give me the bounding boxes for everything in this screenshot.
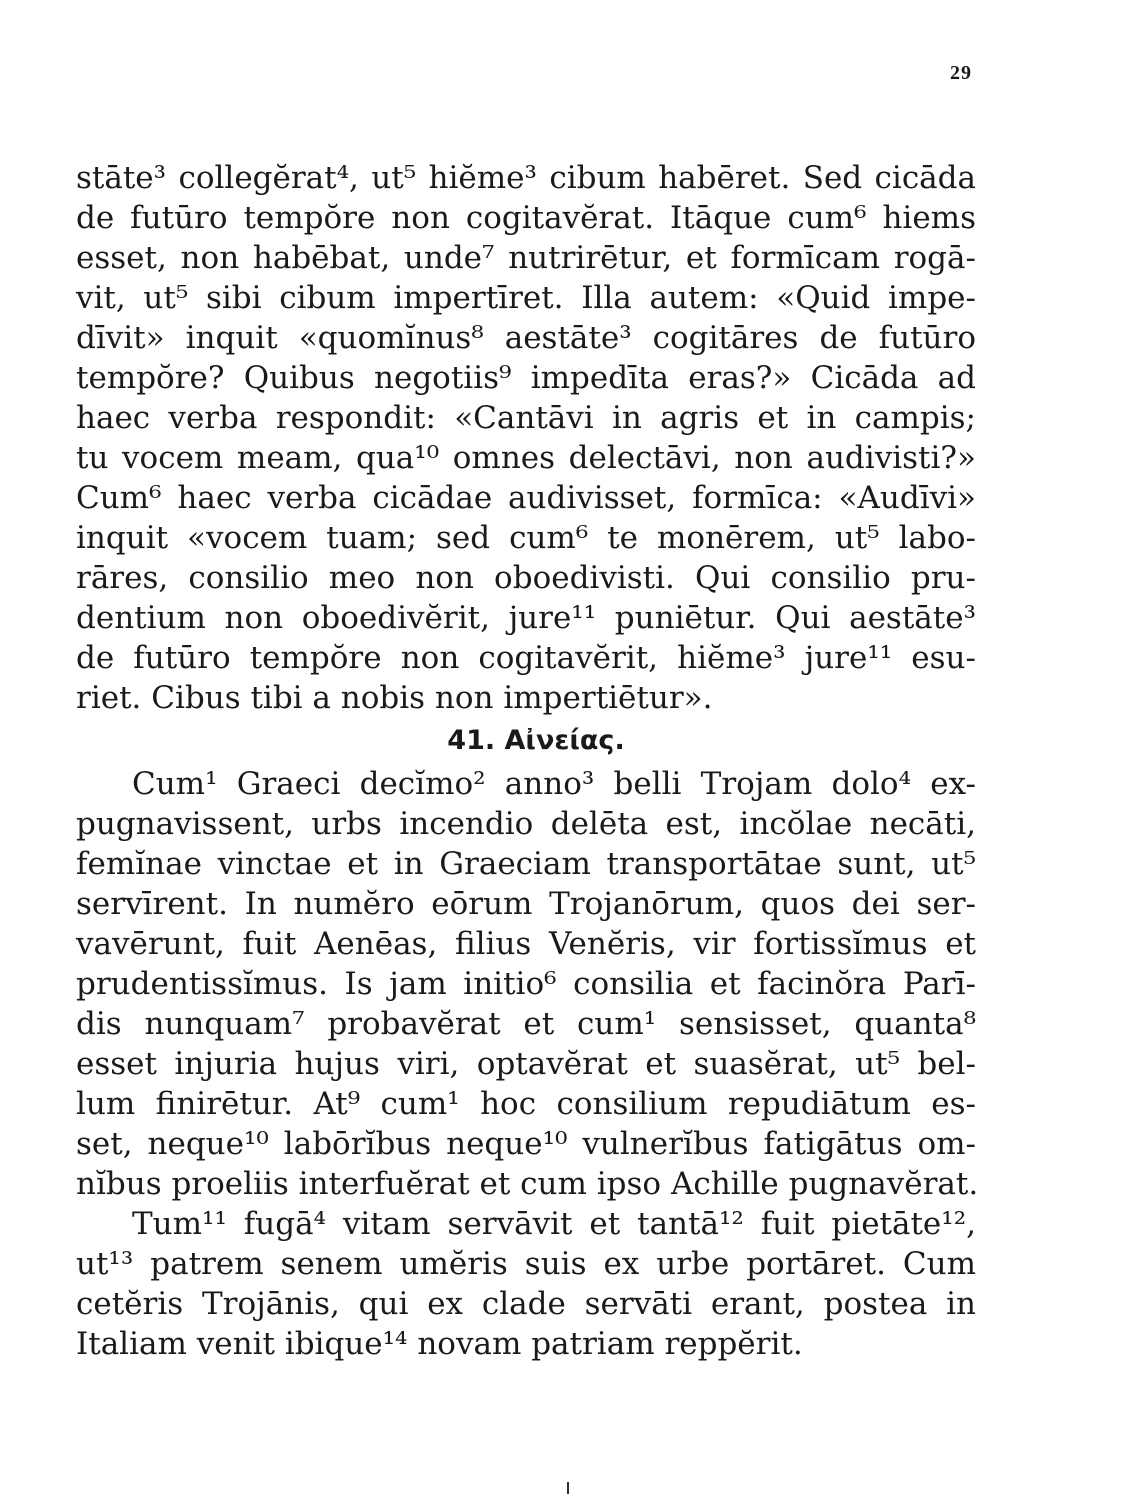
print-mark	[567, 1482, 569, 1494]
text-line: nĭbus proeliis interfuĕrat et cum ipso Achille pugnavĕrat.	[76, 1166, 979, 1202]
text-line: haec verba respondit: «Cantāvi in agris et in campis;	[76, 400, 976, 436]
text-block	[76, 158, 979, 1364]
text-line: Cum⁶ haec verba cicādae audivisset, formīca: «Audīvi»	[76, 480, 976, 516]
text-line: set, neque¹⁰ labōrĭbus neque¹⁰ vulnerĭbus fatigātus om-	[76, 1126, 976, 1162]
text-line: Tum¹¹ fugā⁴ vitam servāvit et tantā¹² fuit pietāte¹²,	[132, 1206, 976, 1242]
text-line: rāres, consilio meo non oboedivisti. Qui consilio pru-	[76, 560, 976, 596]
text-line: dīvit» inquit «quomĭnus⁸ aestāte³ cogitāres de futūro	[76, 320, 976, 356]
text-line: stāte³ collegĕrat⁴, ut⁵ hiĕme³ cibum habēret. Sed cicāda	[76, 160, 976, 196]
text-line: cetĕris Trojānis, qui ex clade servāti erant, postea in	[76, 1286, 976, 1322]
text-line: pugnavissent, urbs incendio delēta est, incŏlae necāti,	[76, 806, 976, 842]
text-line: de futūro tempŏre non cogitavĕrat. Itāque cum⁶ hiems	[76, 200, 976, 236]
text-line: servīrent. In numĕro eōrum Trojanōrum, quos dei ser-	[76, 886, 976, 922]
text-line: de futūro tempŏre non cogitavĕrit, hiĕme³ jure¹¹ esu-	[76, 640, 976, 676]
text-line: lum finirētur. At⁹ cum¹ hoc consilium repudiātum es-	[76, 1086, 976, 1122]
text-line: dis nunquam⁷ probavĕrat et cum¹ sensisset, quanta⁸	[76, 1006, 976, 1042]
text-line: femĭnae vinctae et in Graeciam transportātae sunt, ut⁵	[76, 846, 976, 882]
text-line: vavērunt, fuit Aenēas, filius Venĕris, vir fortissĭmus et	[76, 926, 976, 962]
text-line: esset injuria hujus viri, optavĕrat et suasĕrat, ut⁵ bel-	[76, 1046, 976, 1082]
text-line: dentium non oboedivĕrit, jure¹¹ puniētur. Qui aestāte³	[76, 600, 976, 636]
text-line: ut¹³ patrem senem umĕris suis ex urbe portāret. Cum	[76, 1246, 976, 1282]
text-line: riet. Cibus tibi a nobis non impertiētur».	[76, 680, 713, 716]
text-line: tu vocem meam, qua¹⁰ omnes delectāvi, non audivisti?»	[76, 440, 976, 476]
section-heading: 41. Αἰνείας.	[447, 725, 625, 756]
text-line: esset, non habēbat, unde⁷ nutrirētur, et formīcam rogā-	[76, 240, 976, 276]
page-number: 29	[950, 62, 972, 84]
text-line: inquit «vocem tuam; sed cum⁶ te monērem, ut⁵ labo-	[76, 520, 976, 556]
text-line: prudentissĭmus. Is jam initio⁶ consilia et facinŏra Parī-	[76, 966, 976, 1002]
text-line: Italiam venit ibique¹⁴ novam patriam reppĕrit.	[76, 1326, 803, 1362]
text-line: vit, ut⁵ sibi cibum impertīret. Illa autem: «Quid impe-	[76, 280, 976, 316]
text-line: tempŏre? Quibus negotiis⁹ impedīta eras?» Cicāda ad	[76, 360, 976, 396]
text-line: Cum¹ Graeci decĭmo² anno³ belli Trojam dolo⁴ ex-	[132, 766, 976, 802]
